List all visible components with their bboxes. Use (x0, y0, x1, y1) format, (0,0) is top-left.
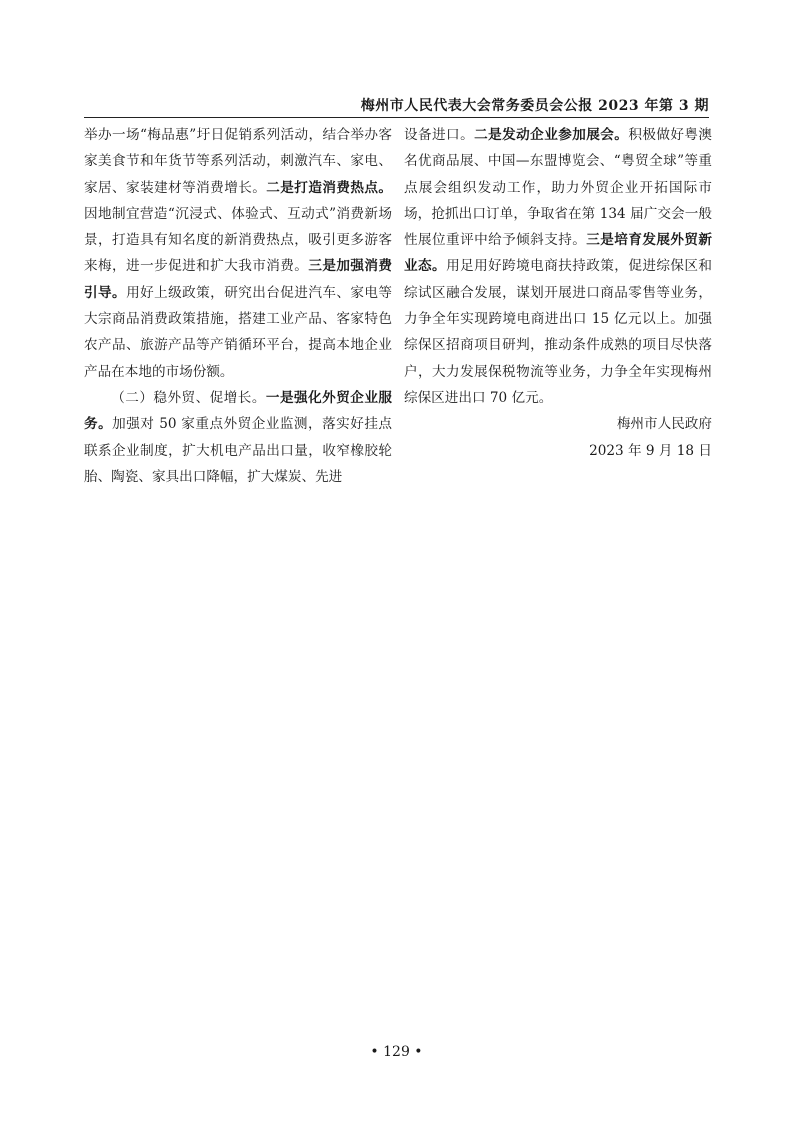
section-heading-foreign-trade: （二）稳外贸、促增长。 (111, 389, 266, 406)
text-run: 设备进口。 (404, 127, 475, 143)
bold-heading-consumption-hotspot: 二是打造消费热点。 (266, 179, 393, 196)
bold-heading-consumption-guidance: 三是加强消费引导。 (84, 258, 393, 301)
bold-heading-new-trade-formats: 三是培育发展外贸新业态。 (404, 232, 713, 275)
page-number: • 129 • (370, 1044, 423, 1060)
text-run: 因地制宜营造“沉浸式、体验式、互动式”消费新场景，打造具有知名度的新消费热点，吸引更多游客来梅，进一步促进和扩大我市消费。 (84, 205, 392, 275)
text-run: 加强对 50 家重点外贸企业监测，落实好挂点联系企业制度，扩大机电产品出口量，收窄橡胶轮胎、陶瓷、家具出口降幅，扩大煤炭、先进 (84, 416, 392, 485)
right-column (404, 122, 712, 464)
text-run: 积极做好粤澳名优商品展、中国—东盟博览会、“粤贸全球”等重点展会组织发动工作，助力外贸企业开拓国际市场，抢抓出口订单，争取省在第 134 届广交会一般性展位重评中给予倾斜支持。 (404, 127, 713, 249)
paragraph-foreign-trade (84, 385, 392, 490)
page-header: 梅州市人民代表大会常务委员会公报 2023 年第 3 期 (360, 98, 709, 114)
header-rule (84, 117, 709, 118)
bold-heading-exhibitions: 二是发动企业参加展会。 (474, 127, 629, 143)
text-run: 用好上级政策，研究出台促进汽车、家电等大宗商品消费政策措施，搭建工业产品、客家特色农产品、旅游产品等产销循环平台，提高本地企业产品在本地的市场份额。 (84, 284, 393, 380)
bold-heading-trade-services: 一是强化外贸企业服务。 (84, 389, 393, 433)
signature-date: 2023 年 9 月 18 日 (589, 442, 712, 459)
text-run: 用足用好跨境电商扶持政策，促进综保区和综试区融合发展，谋划开展进口商品零售等业务，力争全年实现跨境电商进出口 15 亿元以上。加强综保区招商项目研判，推动条件成熟的项目尽快落户，大力发展保税物流等业务，力争全年实现梅州综保区进出口 70 亿元。 (404, 258, 713, 406)
text-run: 举办一场“梅品惠”圩日促销系列活动，结合举办客家美食节和年货节等系列活动，刺激汽车、家电、家居、家装建材等消费增长。 (84, 127, 392, 196)
left-column (84, 122, 392, 490)
signature-org: 梅州市人民政府 (616, 416, 712, 433)
paragraph-consumption (84, 122, 392, 385)
paragraph-trade-continued (404, 122, 712, 411)
